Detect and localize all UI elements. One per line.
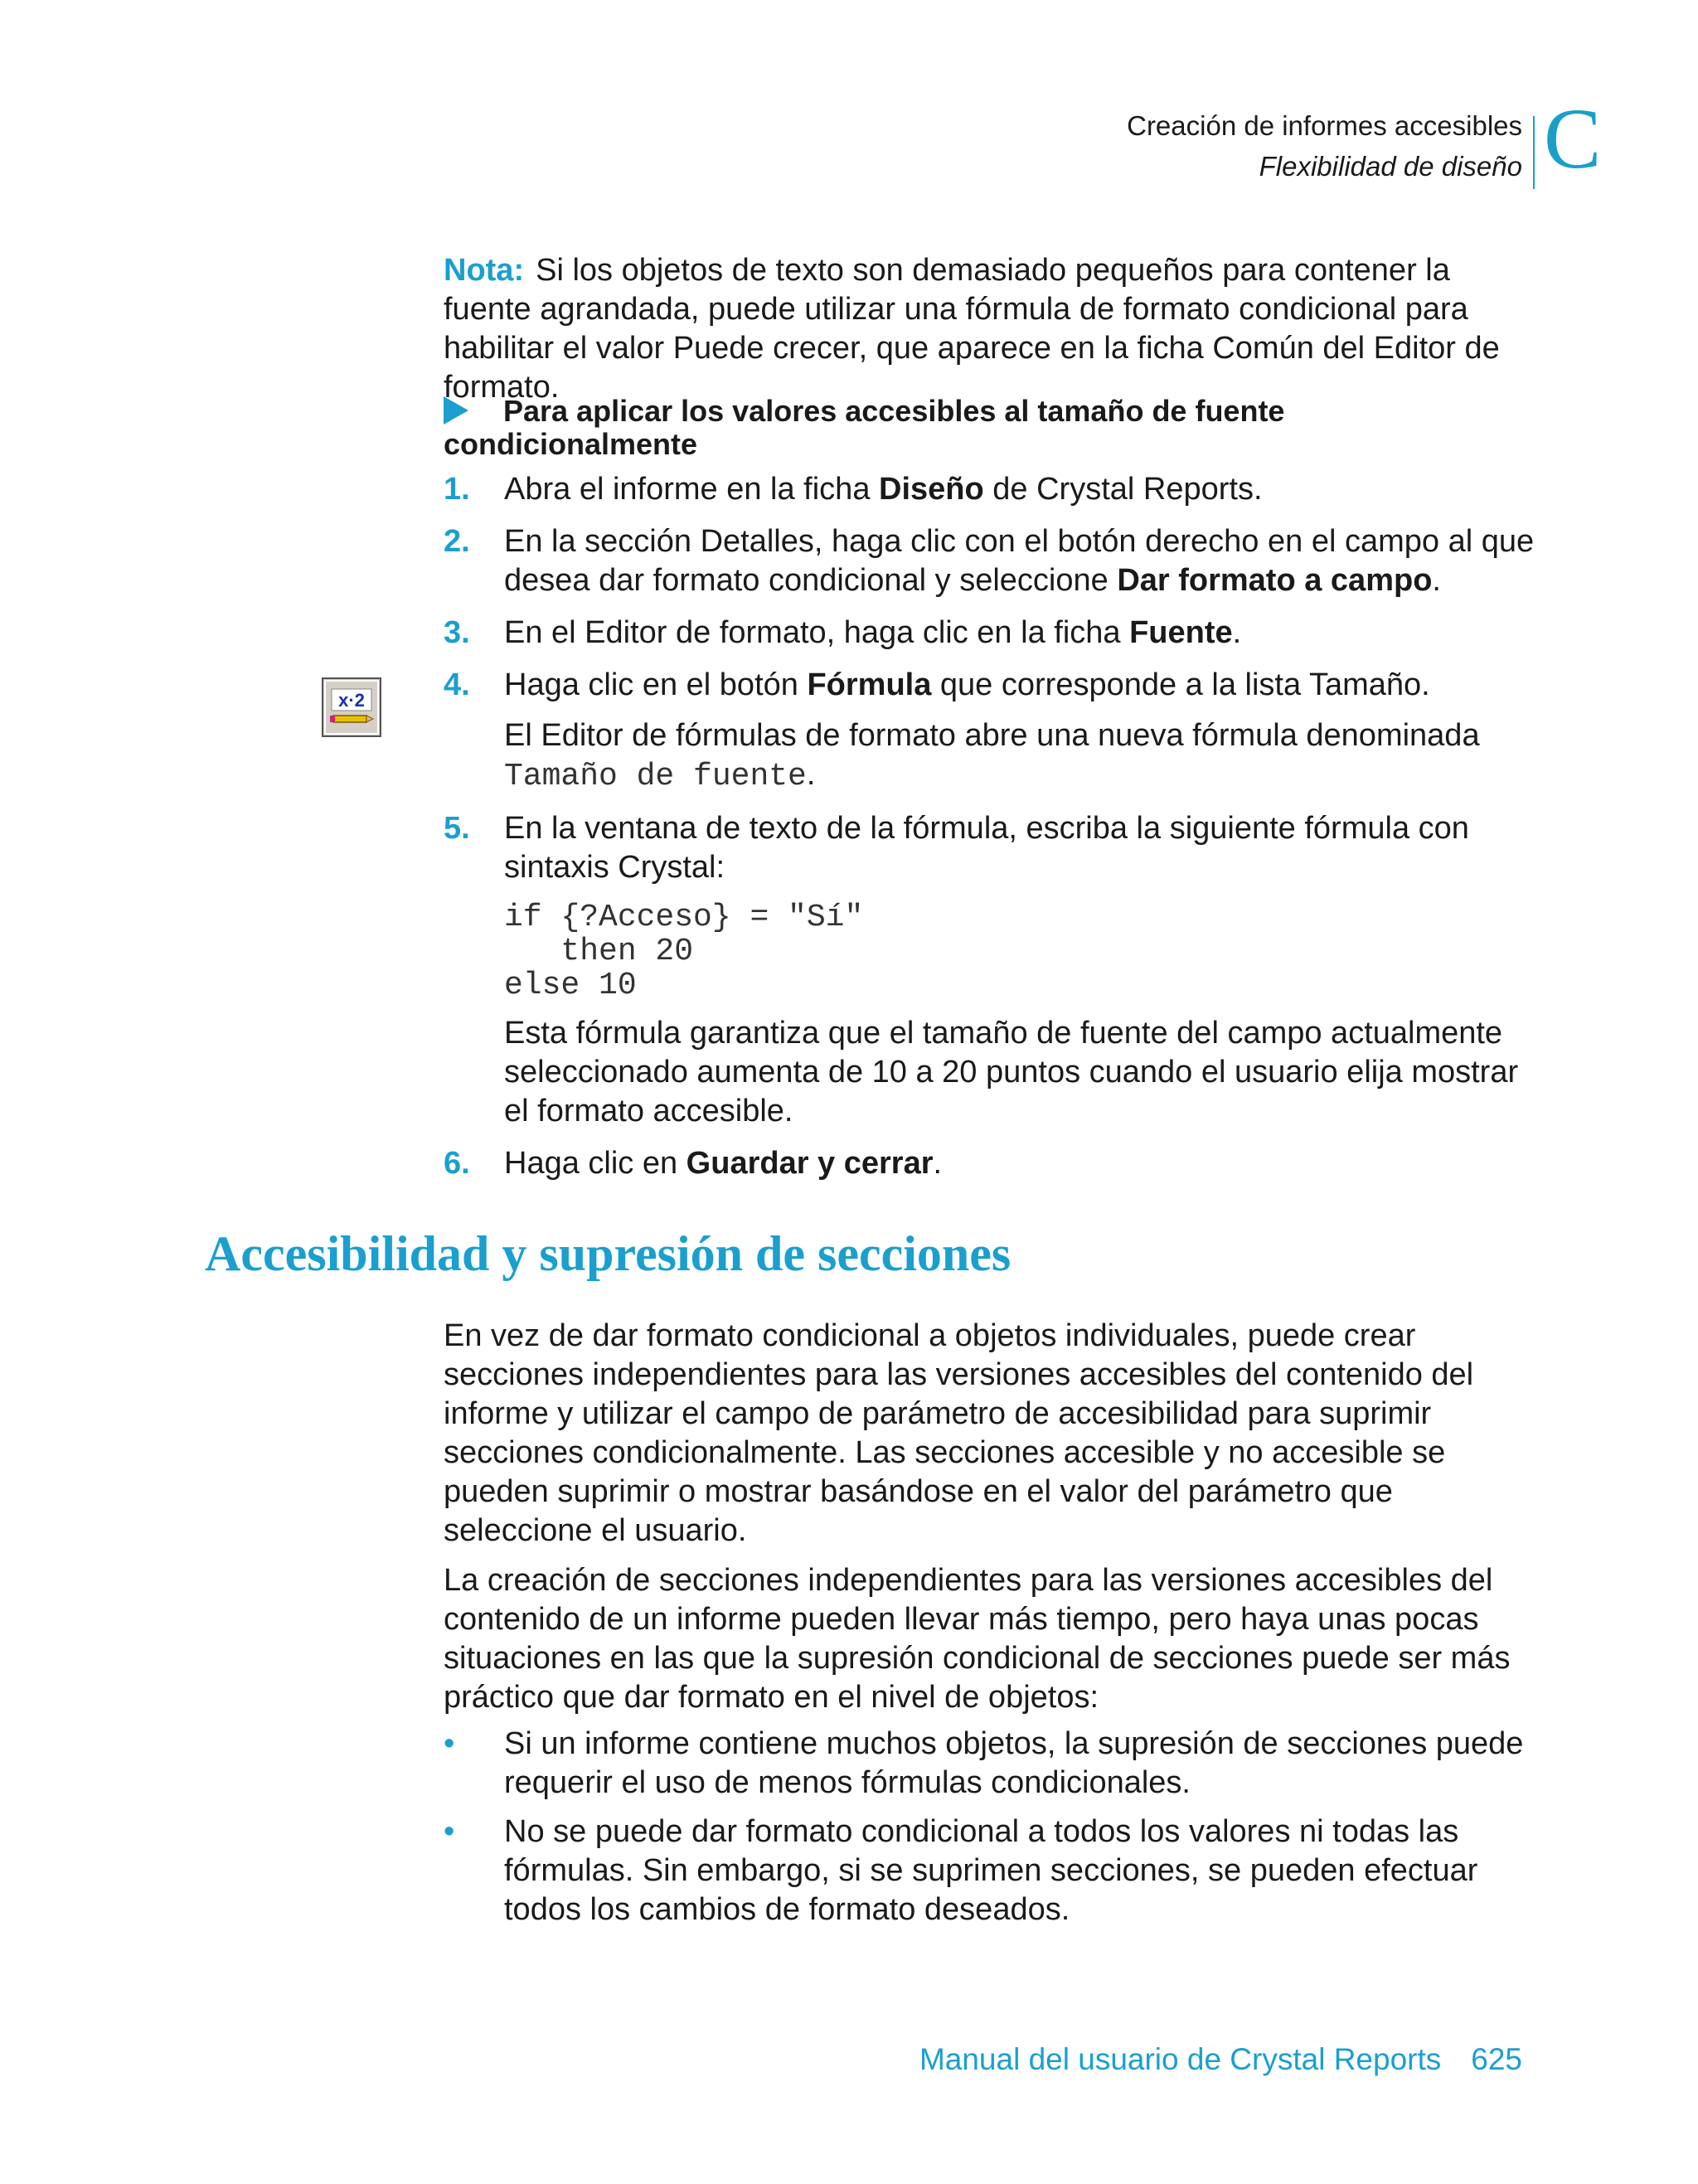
bullet-icon: • <box>444 1726 455 1761</box>
step-ui-term: Guardar y cerrar <box>686 1146 934 1181</box>
step-text: Haga clic en el botón <box>504 667 808 702</box>
step-3 <box>444 614 1546 653</box>
section-paragraph-1: En vez de dar formato condicional a objetos individuales, puede crear secciones independientes para las versiones accesibles del contenido del informe y utilizar el campo de parámetro de accesibilidad para suprimir secciones condicionalmente. Las secciones accesible y no accesible se pueden suprimir o mostrar basándose en el valor del parámetro que seleccione el usuario. <box>444 1318 1474 1548</box>
chapter-letter: C <box>1544 91 1602 187</box>
procedure-arrow-icon <box>444 396 468 425</box>
step-6 <box>444 1144 1546 1183</box>
step-text: que corresponde a la lista Tamaño. <box>931 667 1430 702</box>
note-text: Si los objetos de texto son demasiado pequeños para contener la fuente agrandada, puede utilizar una fórmula de formato condicional para habilitar el valor Puede crecer, que aparece en la ficha Común del Editor de formato. <box>444 253 1500 405</box>
step-number: 2. <box>444 524 470 559</box>
procedure-title <box>444 395 1438 461</box>
step-1 <box>444 470 1546 509</box>
step-4 <box>444 666 1546 796</box>
step-result-text: . <box>806 757 816 792</box>
step-text: En la sección Detalles, haga clic con el botón derecho en el campo al que desea dar formato condicional y seleccione <box>504 524 1535 598</box>
step-result-text: Esta fórmula garantiza que el tamaño de fuente del campo actualmente seleccionado aumenta de 10 a 20 puntos cuando el usuario elija mostrar el formato accesible. <box>504 1016 1519 1128</box>
footer-manual-title: Manual del usuario de Crystal Reports <box>919 2042 1442 2076</box>
step-text: . <box>933 1146 943 1181</box>
formula-name-code: Tamaño de fuente <box>504 759 807 794</box>
step-number: 1. <box>444 472 470 507</box>
step-number: 3. <box>444 615 470 650</box>
list-item-text: Si un informe contiene muchos objetos, la supresión de secciones puede requerir el uso de menos fórmulas condicionales. <box>504 1726 1524 1800</box>
step-text: En el Editor de formato, haga clic en la ficha <box>504 615 1130 650</box>
step-result-text: El Editor de fórmulas de formato abre una nueva fórmula denominada <box>504 718 1480 753</box>
step-text: Haga clic en <box>504 1146 686 1181</box>
step-ui-term: Dar formato a campo <box>1117 563 1433 598</box>
step-number: 5. <box>444 811 470 846</box>
formula-code-block: if {?Acceso} = "Sí" then 20 else 10 <box>504 900 864 1003</box>
page-number: 625 <box>1471 2042 1522 2076</box>
note-label: Nota: <box>444 253 525 288</box>
page-footer <box>919 2042 1522 2077</box>
step-2 <box>444 522 1546 600</box>
list-item <box>444 1725 1546 1803</box>
list-item-text: No se puede dar formato condicional a todos los valores ni todas las fórmulas. Sin embargo, si se suprimen secciones, se pueden efectuar todos los cambios de formato deseados. <box>504 1814 1478 1927</box>
step-text: de Crystal Reports. <box>983 472 1263 507</box>
step-ui-term: Fórmula <box>807 667 932 702</box>
list-item <box>444 1813 1546 1929</box>
step-text: . <box>1432 563 1441 598</box>
header-divider <box>1533 116 1535 189</box>
step-text: . <box>1232 615 1242 650</box>
formula-button-icon <box>322 677 381 737</box>
step-text: En la ventana de texto de la fórmula, escriba la siguiente fórmula con sintaxis Crystal: <box>504 811 1469 885</box>
bullet-list <box>444 1725 1546 1939</box>
section-paragraph-2: La creación de secciones independientes para las versiones accesibles del contenido de un informe pueden llevar más tiempo, pero haya unas pocas situaciones en las que la supresión condicional de secciones puede ser más práctico que dar formato en el nivel de objetos: <box>444 1563 1511 1715</box>
svg-text:x·2: x·2 <box>338 690 365 711</box>
note-block <box>444 251 1546 407</box>
procedure-title-text: Para aplicar los valores accesibles al tamaño de fuente condicionalmente <box>444 394 1285 461</box>
steps-list <box>444 470 1546 1196</box>
step-ui-term: Fuente <box>1129 615 1233 650</box>
step-ui-term: Diseño <box>879 472 984 507</box>
step-text: Abra el informe en la ficha <box>504 472 880 507</box>
step-5 <box>444 809 1546 1131</box>
section-heading: Accesibilidad y supresión de secciones <box>205 1226 1012 1281</box>
running-header-title: Creación de informes accesibles <box>1127 110 1522 141</box>
bullet-icon: • <box>444 1814 455 1849</box>
step-number: 4. <box>444 667 470 702</box>
step-number: 6. <box>444 1146 470 1181</box>
running-header-subtitle: Flexibilidad de diseño <box>1259 151 1522 182</box>
